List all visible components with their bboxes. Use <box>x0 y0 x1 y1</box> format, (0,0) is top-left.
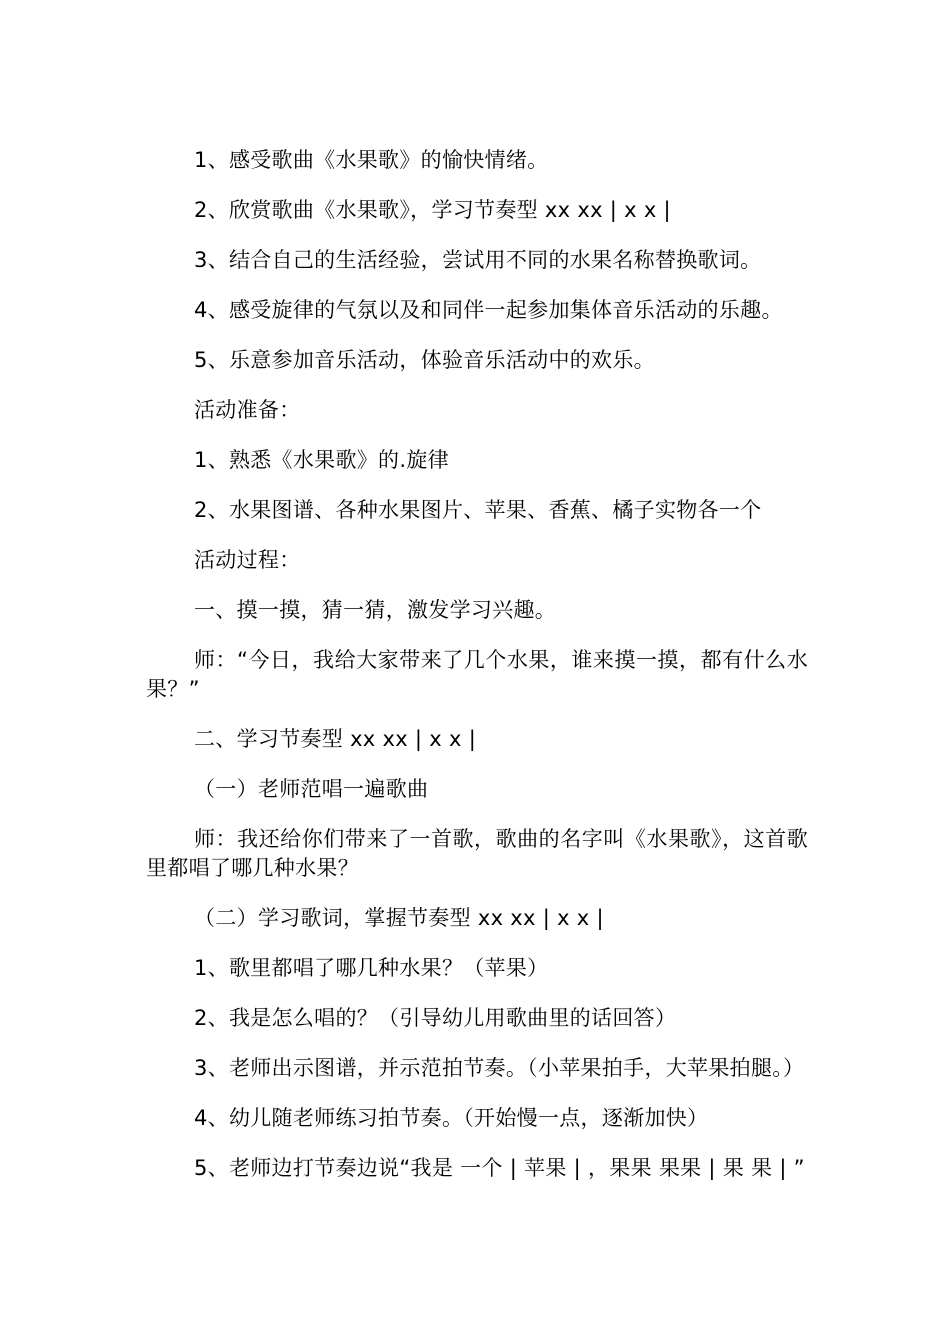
section-heading-preparation: 活动准备： <box>194 398 301 422</box>
objective-5: 5、乐意参加音乐活动，体验音乐活动中的欢乐。 <box>194 348 655 372</box>
teacher-quote-2: 师：我还给你们带来了一首歌，歌曲的名字叫《水果歌》，这首歌里都唱了哪几种水果？ <box>146 827 808 880</box>
section-heading-process: 活动过程： <box>194 548 301 572</box>
list-item-5: 5、老师边打节奏边说“我是 一个 | 苹果 | ，果果 果果 | 果 果 | ” <box>194 1156 805 1180</box>
teacher-quote-1: 师：“今日，我给大家带来了几个水果，谁来摸一摸，都有什么水果？” <box>146 648 808 701</box>
substep-1: （一）老师范唱一遍歌曲 <box>194 777 429 801</box>
process-step-2: 二、学习节奏型 xx xx | x x | <box>194 727 477 751</box>
preparation-2: 2、水果图谱、各种水果图片、苹果、香蕉、橘子实物各一个 <box>194 498 762 522</box>
objective-2: 2、欣赏歌曲《水果歌》，学习节奏型 xx xx | x x | <box>194 198 671 222</box>
substep-2: （二）学习歌词，掌握节奏型 xx xx | x x | <box>194 906 604 930</box>
list-item-1: 1、歌里都唱了哪几种水果？（苹果） <box>194 956 549 980</box>
objective-1: 1、感受歌曲《水果歌》的愉快情绪。 <box>194 148 549 172</box>
list-item-2: 2、我是怎么唱的？（引导幼儿用歌曲里的话回答） <box>194 1006 677 1030</box>
objective-3: 3、结合自己的生活经验，尝试用不同的水果名称替换歌词。 <box>194 248 762 272</box>
objective-4: 4、感受旋律的气氛以及和同伴一起参加集体音乐活动的乐趣。 <box>194 298 783 322</box>
list-item-4: 4、幼儿随老师练习拍节奏。（开始慢一点，逐渐加快） <box>194 1106 709 1130</box>
list-item-3: 3、老师出示图谱，并示范拍节奏。（小苹果拍手，大苹果拍腿。） <box>194 1056 805 1080</box>
document-body <box>146 146 808 1204</box>
preparation-1: 1、熟悉《水果歌》的.旋律 <box>194 448 449 472</box>
process-step-1: 一、摸一摸，猜一猜，激发学习兴趣。 <box>194 598 557 622</box>
